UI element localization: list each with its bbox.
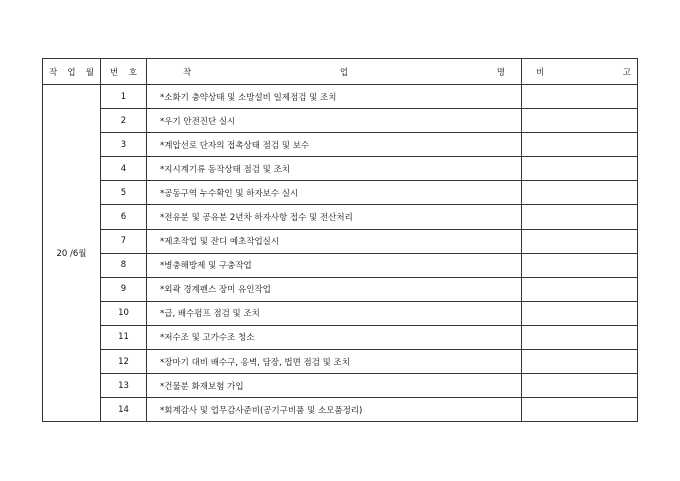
header-task-char: 업 (339, 67, 349, 78)
table-row (43, 109, 638, 133)
task-name: *병충해방제 및 구충작업 (147, 253, 522, 277)
table-row (43, 181, 638, 205)
note-cell (522, 109, 638, 133)
row-number: 1 (101, 85, 147, 109)
table-row (43, 325, 638, 349)
header-note-char: 고 (622, 67, 631, 78)
note-cell (522, 398, 638, 422)
note-cell (522, 181, 638, 205)
note-cell (522, 350, 638, 374)
note-cell (522, 253, 638, 277)
row-number: 5 (101, 181, 147, 205)
task-name: *지시계기류 동작상태 점검 및 조치 (147, 157, 522, 181)
note-cell (522, 133, 638, 157)
table-row (43, 277, 638, 301)
note-cell (522, 229, 638, 253)
table-row (43, 205, 638, 229)
header-row (43, 59, 638, 85)
header-month-char: 업 (67, 67, 76, 78)
task-name: *외곽 경계펜스 장미 유인작업 (147, 277, 522, 301)
row-number: 3 (101, 133, 147, 157)
header-month (43, 59, 101, 85)
row-number: 13 (101, 374, 147, 398)
task-name: *저수조 및 고가수조 청소 (147, 325, 522, 349)
table-row (43, 253, 638, 277)
table-row (43, 133, 638, 157)
table-row (43, 229, 638, 253)
header-task-char: 명 (496, 67, 505, 78)
header-number (101, 59, 147, 85)
month-cell: 20 /6월 (43, 85, 101, 422)
task-name: *건물분 화재보험 가입 (147, 374, 522, 398)
header-month-char: 월 (85, 67, 94, 78)
header-task (147, 59, 522, 85)
row-number: 14 (101, 398, 147, 422)
header-month-char: 작 (49, 67, 58, 78)
row-number: 2 (101, 109, 147, 133)
row-number: 10 (101, 301, 147, 325)
note-cell (522, 301, 638, 325)
task-name: *소화기 충약상태 및 소방설비 일제점검 및 조치 (147, 85, 522, 109)
table-row (43, 398, 638, 422)
row-number: 12 (101, 350, 147, 374)
row-number: 4 (101, 157, 147, 181)
task-name: *급, 배수펌프 점검 및 조치 (147, 301, 522, 325)
note-cell (522, 277, 638, 301)
table-row (43, 85, 638, 109)
header-number-char: 호 (128, 67, 137, 78)
task-name: *전유분 및 공유분 2년차 하자사항 접수 및 전산처리 (147, 205, 522, 229)
header-note-char: 비 (536, 67, 545, 78)
task-name: *우기 안전진단 실시 (147, 109, 522, 133)
note-cell (522, 157, 638, 181)
note-cell (522, 374, 638, 398)
task-name: *공동구역 누수확인 및 하자보수 실시 (147, 181, 522, 205)
note-cell (522, 85, 638, 109)
table-row (43, 301, 638, 325)
table-row (43, 350, 638, 374)
task-name: *제초작업 및 잔디 예초작업실시 (147, 229, 522, 253)
work-plan-table (42, 58, 638, 422)
row-number: 9 (101, 277, 147, 301)
table-row (43, 374, 638, 398)
note-cell (522, 325, 638, 349)
row-number: 8 (101, 253, 147, 277)
header-number-char: 번 (110, 67, 119, 78)
header-task-char: 작 (183, 67, 192, 78)
task-name: *계압선로 단자의 접촉상태 점검 및 보수 (147, 133, 522, 157)
header-note (522, 59, 638, 85)
task-name: *회계감사 및 업무감사준비(공기구비품 및 소모품정리) (147, 398, 522, 422)
task-name: *장마기 대비 배수구, 옹벽, 담장, 법면 점검 및 조치 (147, 350, 522, 374)
row-number: 7 (101, 229, 147, 253)
row-number: 11 (101, 325, 147, 349)
table-row (43, 157, 638, 181)
row-number: 6 (101, 205, 147, 229)
note-cell (522, 205, 638, 229)
